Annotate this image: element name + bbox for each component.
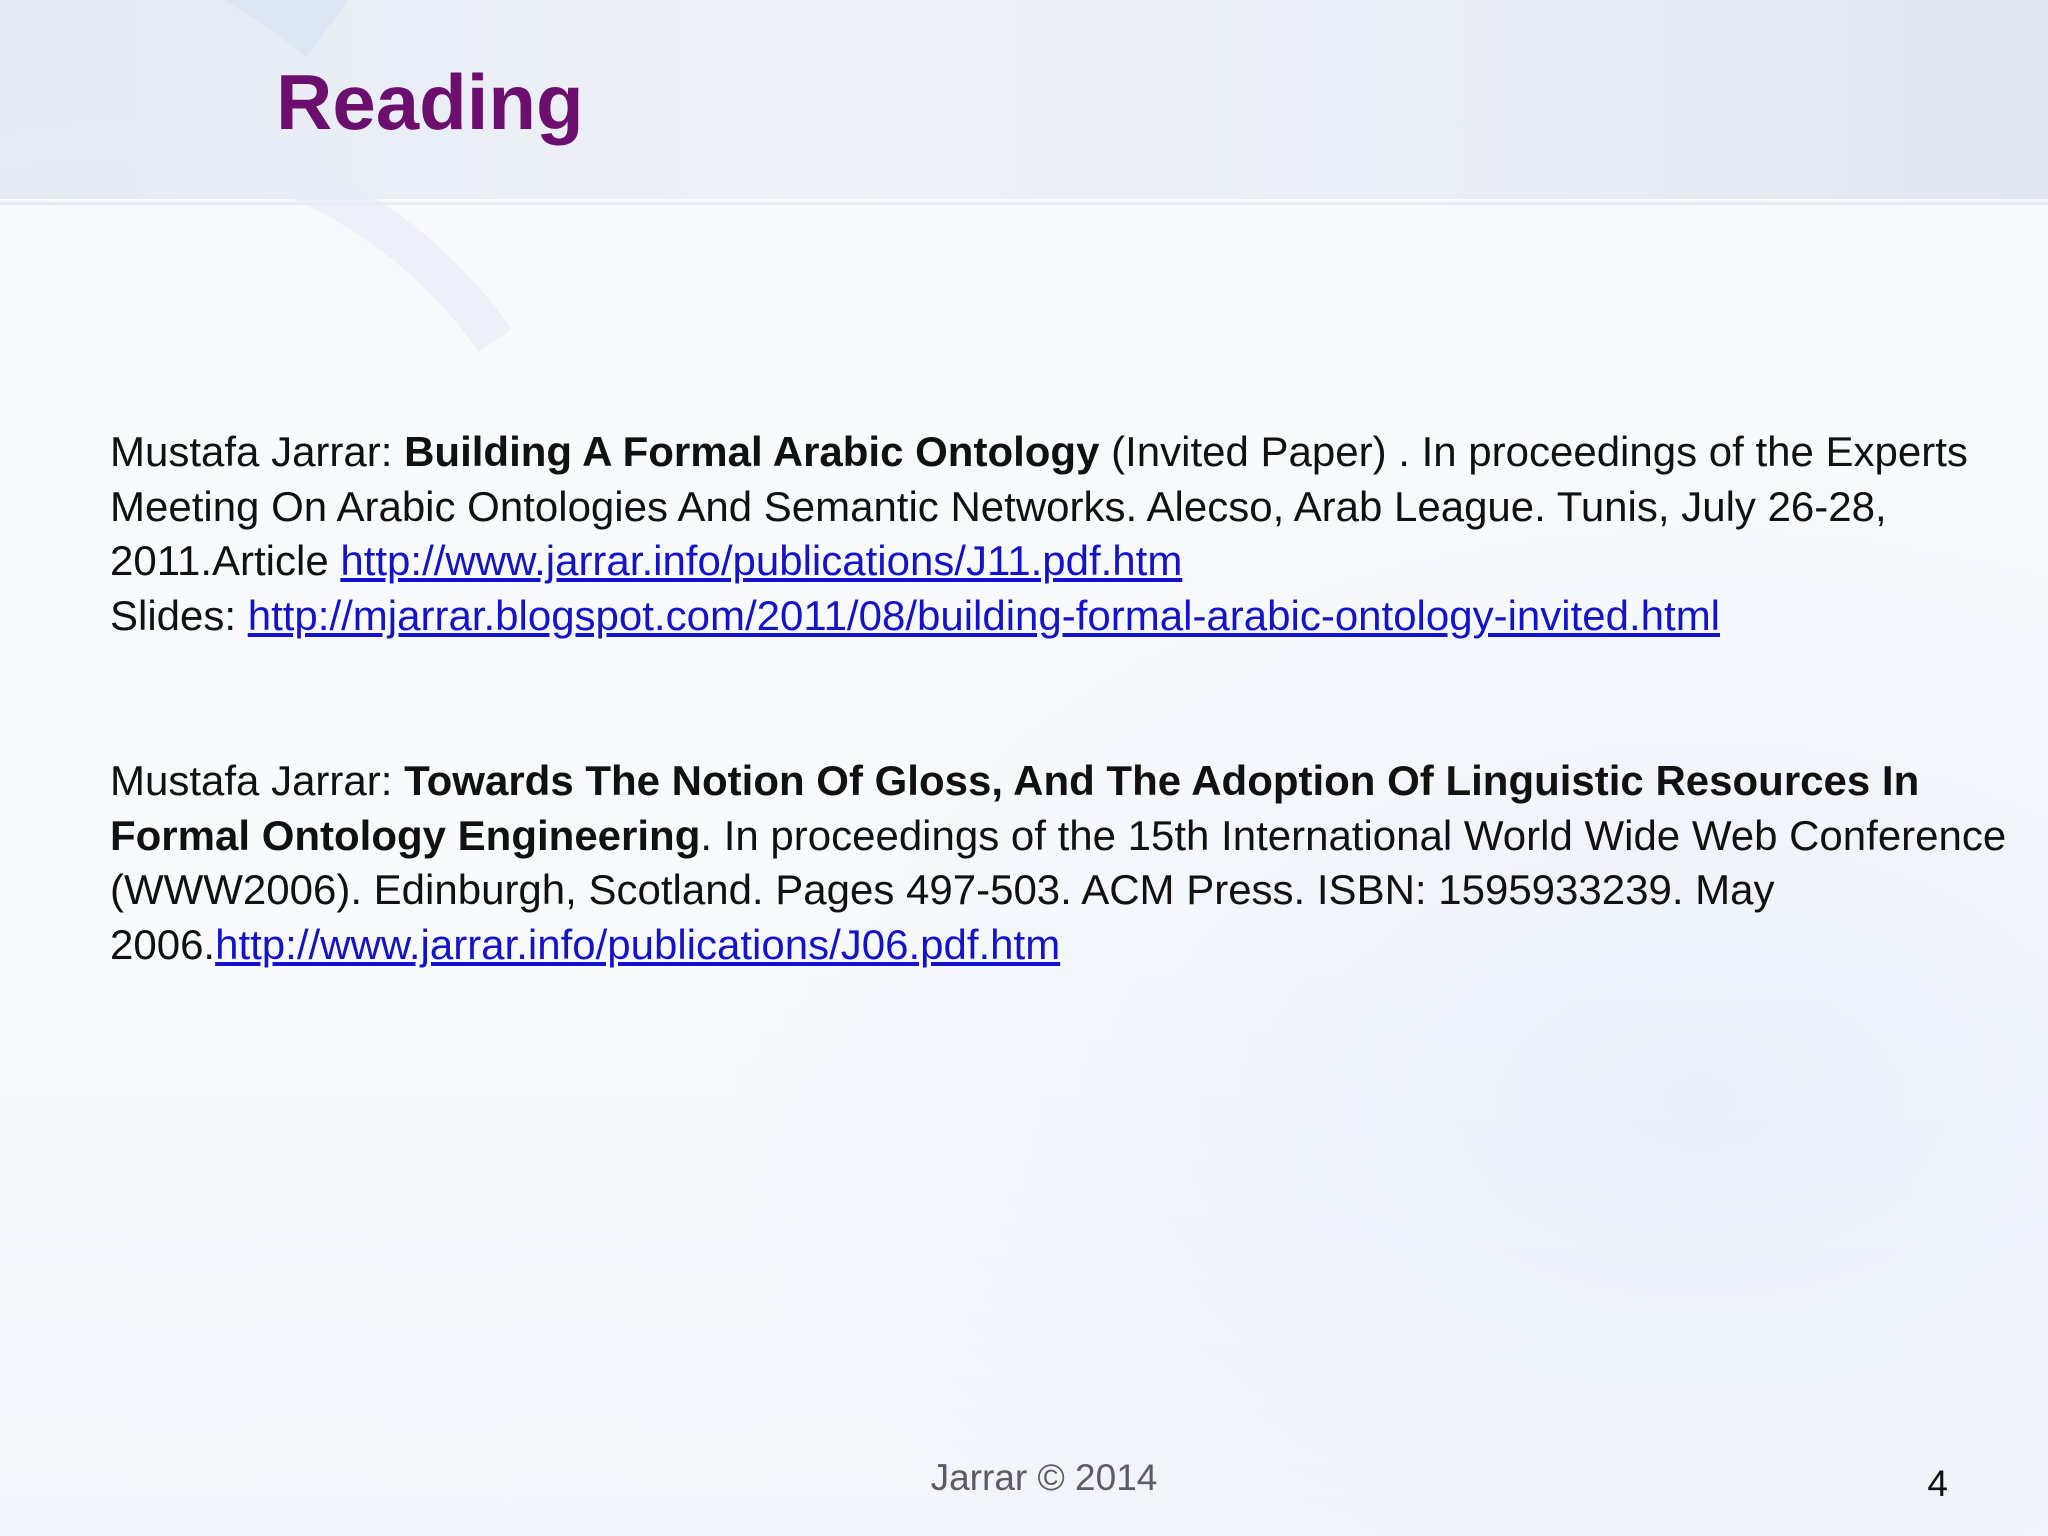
reference-item xyxy=(110,754,2030,972)
article-link[interactable]: http://www.jarrar.info/publications/J06.pdf.htm xyxy=(215,920,1061,968)
reference-details: . In proceedings of the 15th International World Wide Web Conference (WWW2006). Edinburgh, Scotland. Pages 497-503. ACM Press. ISBN: 1595933239. May 2006. xyxy=(110,811,2007,968)
slide-title: Reading xyxy=(276,58,584,146)
decorative-swoosh xyxy=(0,0,714,1379)
reference-item xyxy=(110,425,2030,643)
reference-details: (Invited Paper) . In proceedings of the Experts Meeting On Arabic Ontologies And Semantic Networks. Alecso, Arab League. Tunis, July 26-28, 2011.Article xyxy=(110,428,1968,584)
slides-link[interactable]: http://mjarrar.blogspot.com/2011/08/building-formal-arabic-ontology-invited.html xyxy=(247,591,1721,639)
footer-copyright: Jarrar © 2014 xyxy=(930,1457,1158,1498)
article-link[interactable]: http://www.jarrar.info/publications/J11.pdf.htm xyxy=(340,537,1183,584)
reference-author: Mustafa Jarrar: xyxy=(110,428,405,475)
page-number: 4 xyxy=(1927,1463,1948,1504)
reference-author: Mustafa Jarrar: xyxy=(110,757,405,804)
reference-title: Towards The Notion Of Gloss, And The Adoption Of Linguistic Resources In Formal Ontology Engineering xyxy=(110,757,1920,859)
slides-label: Slides: xyxy=(110,591,248,639)
reference-title: Building A Formal Arabic Ontology xyxy=(404,428,1100,475)
